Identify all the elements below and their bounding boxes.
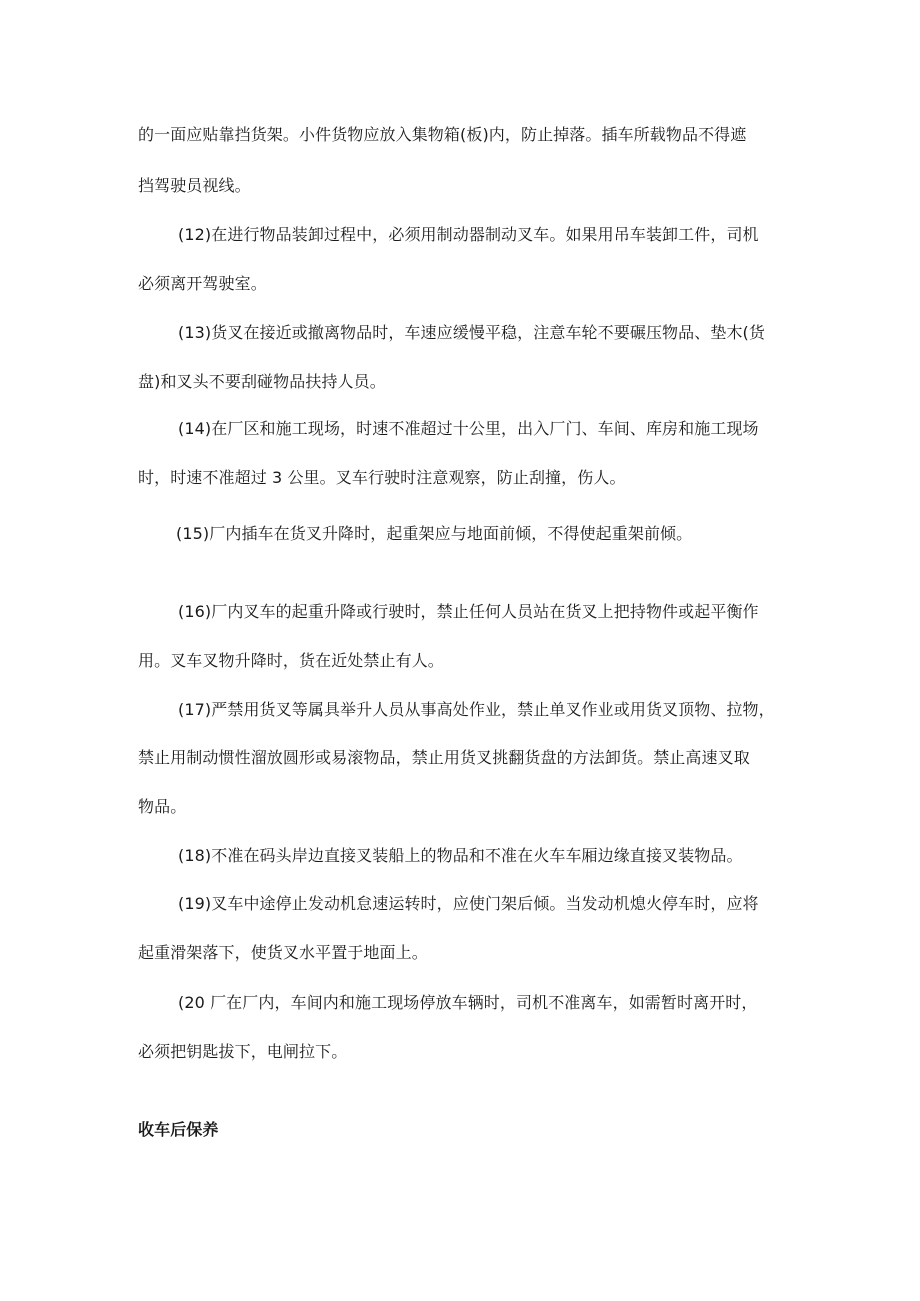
paragraph-line: 用。叉车叉物升降时，货在近处禁止有人。 <box>138 651 444 670</box>
paragraph-line: 盘)和叉头不要刮碰物品扶持人员。 <box>138 372 386 391</box>
paragraph-line: (15)厂内插车在货叉升降时，起重架应与地面前倾，不得使起重架前倾。 <box>176 524 693 543</box>
paragraph-line: 必须把钥匙拔下，电闸拉下。 <box>138 1042 348 1061</box>
paragraph-line: (14)在厂区和施工现场，时速不准超过十公里，出入厂门、车间、库房和施工现场 <box>178 419 759 438</box>
paragraph-line: (12)在进行物品装卸过程中，必须用制动器制动叉车。如果用吊车装卸工件，司机 <box>178 225 759 244</box>
paragraph-line: 挡驾驶员视线。 <box>138 176 251 195</box>
paragraph-line: (20 厂在厂内，车间内和施工现场停放车辆时，司机不准离车，如需暂时离开时， <box>178 993 758 1012</box>
section-heading: 收车后保养 <box>138 1120 219 1139</box>
paragraph-line: (13)货叉在接近或撤离物品时，车速应缓慢平稳，注意车轮不要碾压物品、垫木(货 <box>178 323 765 342</box>
paragraph-line: (16)厂内叉车的起重升降或行驶时，禁止任何人员站在货叉上把持物件或起平衡作 <box>178 602 759 621</box>
paragraph-line: 必须离开驾驶室。 <box>138 274 267 293</box>
paragraph-line: (19)叉车中途停止发动机怠速运转时，应使门架后倾。当发动机熄火停车时，应将 <box>178 894 759 913</box>
paragraph-line: (18)不准在码头岸边直接叉装船上的物品和不准在火车车厢边缘直接叉装物品。 <box>178 846 743 865</box>
paragraph-line: 物品。 <box>138 797 187 816</box>
paragraph-line: 禁止用制动惯性溜放圆形或易滚物品，禁止用货叉挑翻货盘的方法卸货。禁止高速叉取 <box>138 748 750 767</box>
paragraph-line: 起重滑架落下，使货叉水平置于地面上。 <box>138 943 428 962</box>
paragraph-line: (17)严禁用货叉等属具举升人员从事高处作业，禁止单叉作业或用货叉顶物、拉物， <box>178 700 775 719</box>
paragraph-line: 时，时速不准超过 3 公里。叉车行驶时注意观察，防止刮撞，伤人。 <box>138 468 626 487</box>
paragraph-line: 的一面应贴靠挡货架。小件货物应放入集物箱(板)内，防止掉落。插车所载物品不得遮 <box>138 125 747 144</box>
